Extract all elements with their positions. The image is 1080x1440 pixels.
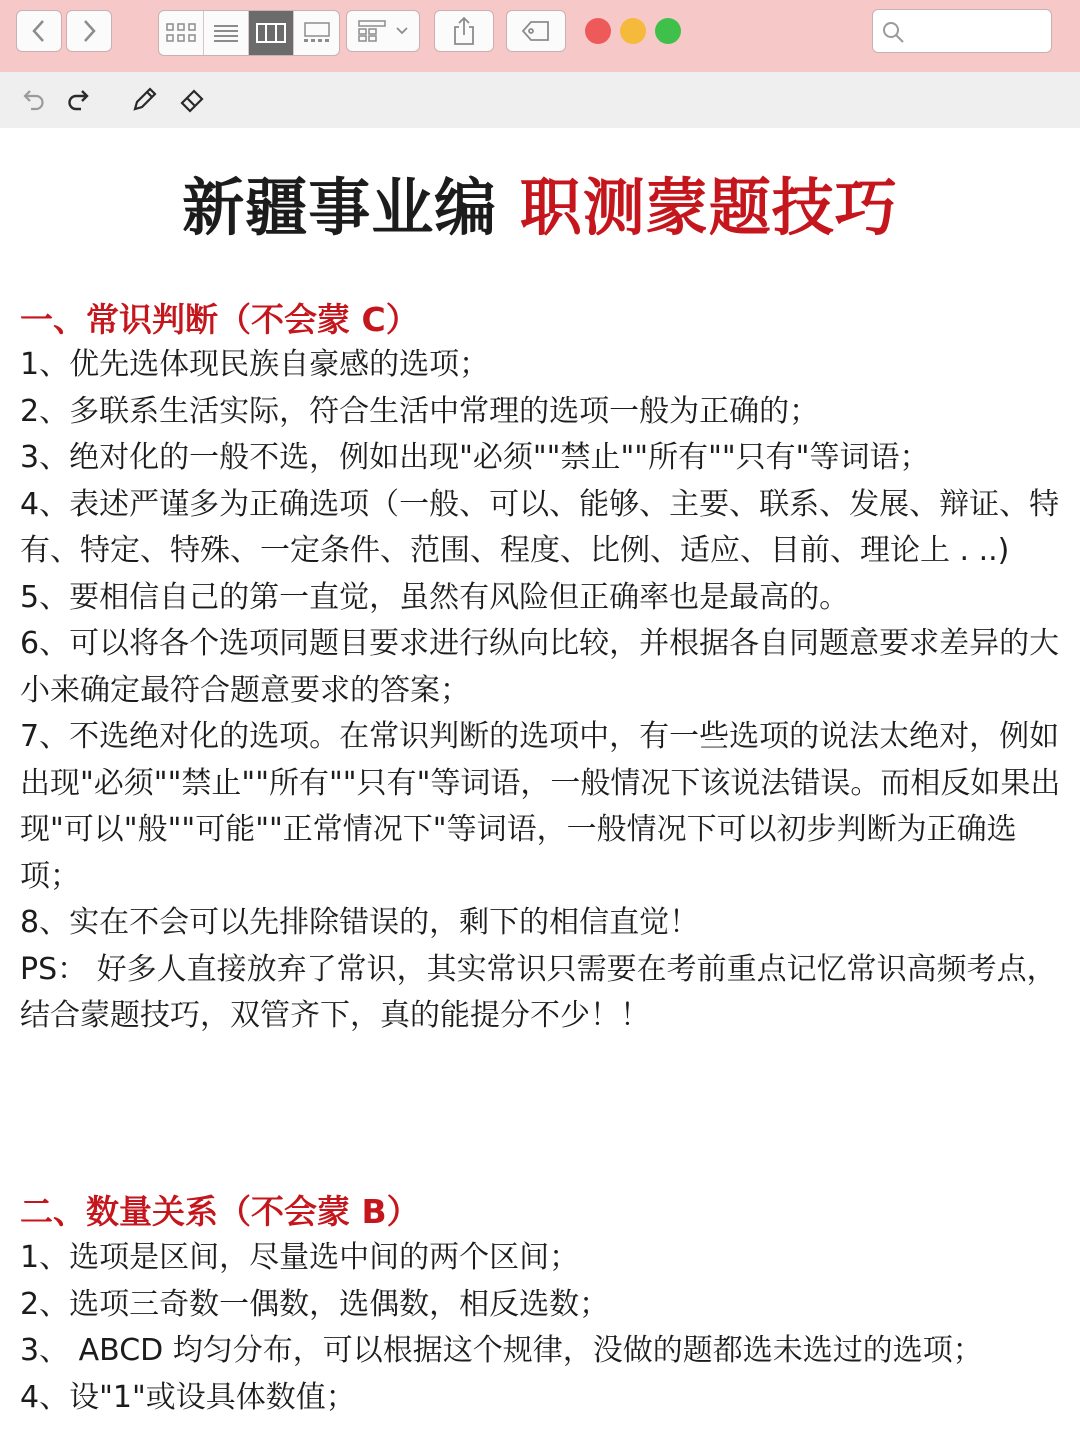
markup-toolbar [0, 72, 1080, 128]
ps-note: PS： 好多人直接放弃了常识，其实常识只需要在考前重点记忆常识高频考点，结合蒙题技巧，双管齐下，真的能提分不少！！ [20, 951, 1057, 1033]
eraser-icon [178, 86, 206, 114]
column-view-icon [256, 22, 286, 44]
eraser-tool-button[interactable] [176, 84, 208, 116]
share-icon [452, 16, 476, 46]
close-window-button[interactable] [585, 18, 611, 44]
list-item: 4、设"1"或设具体数值； [20, 1379, 356, 1415]
gallery-view-button[interactable] [294, 11, 339, 55]
window-toolbar [0, 0, 1080, 73]
group-icon [357, 19, 387, 43]
tag-icon [521, 20, 551, 42]
section-body-quantitative [20, 1235, 1065, 1421]
chevron-right-icon [80, 18, 98, 44]
zoom-window-button[interactable] [655, 18, 681, 44]
list-item: 5、要相信自己的第一直觉，虽然有风险但正确率也是最高的。 [20, 579, 850, 615]
list-item: 2、多联系生活实际，符合生活中常理的选项一般为正确的； [20, 393, 820, 429]
list-item: 1、优先选体现民族自豪感的选项； [20, 347, 490, 382]
search-input[interactable] [872, 9, 1052, 53]
list-item: 1、选项是区间，尽量选中间的两个区间； [20, 1240, 580, 1275]
chevron-down-icon [395, 26, 409, 36]
tag-button[interactable] [506, 10, 566, 52]
undo-icon [21, 87, 47, 113]
minimize-window-button[interactable] [620, 18, 646, 44]
back-button[interactable] [16, 10, 62, 52]
undo-button[interactable] [18, 84, 50, 116]
pencil-icon [130, 86, 158, 114]
list-item: 4、表述严谨多为正确选项（一般、可以、能够、主要、联系、发展、辩证、特有、特定、特殊、一定条件、范围、程度、比例、适应、目前、理论上 . ..) [20, 486, 1060, 568]
list-view-button[interactable] [204, 11, 249, 55]
search-icon [881, 20, 905, 44]
list-item: 3、 ABCD 均匀分布，可以根据这个规律，没做的题都选未选过的选项； [20, 1333, 983, 1368]
redo-button[interactable] [62, 84, 94, 116]
section-body-common-sense [20, 342, 1065, 1040]
column-view-button[interactable] [249, 11, 294, 55]
grid-view-icon [166, 22, 196, 44]
title-part-red: 职测蒙题技巧 [519, 171, 898, 244]
group-button[interactable] [346, 10, 420, 52]
chevron-left-icon [30, 18, 48, 44]
pencil-tool-button[interactable] [128, 84, 160, 116]
gallery-view-icon [302, 22, 332, 44]
share-button[interactable] [434, 10, 494, 52]
section-heading-common-sense: 一、常识判断（不会蒙 C） [20, 300, 419, 339]
list-item: 2、选项三奇数一偶数，选偶数，相反选数； [20, 1286, 610, 1322]
grid-view-button[interactable] [159, 11, 204, 55]
list-view-icon [213, 22, 239, 44]
view-mode-selector[interactable] [158, 10, 340, 56]
list-item: 3、绝对化的一般不选，例如出现"必须""禁止""所有""只有"等词语； [20, 440, 930, 475]
title-part-black: 新疆事业编 [182, 171, 498, 244]
page-title [0, 158, 1080, 247]
list-item: 7、不选绝对化的选项。在常识判断的选项中，有一些选项的说法太绝对，例如出现"必须""禁止""所有""只有"等词语，一般情况下该说法错误。而相反如果出现"可以"般""可能""正常情况下"等词语，一般情况下可以初步判断为正确选项； [20, 719, 1061, 894]
redo-icon [65, 87, 91, 113]
forward-button[interactable] [66, 10, 112, 52]
section-heading-quantitative: 二、数量关系（不会蒙 B） [20, 1192, 420, 1231]
list-item: 8、实在不会可以先排除错误的，剩下的相信直觉！ [20, 905, 700, 940]
list-item: 6、可以将各个选项同题目要求进行纵向比较，并根据各自同题意要求差异的大小来确定最符合题意要求的答案； [20, 626, 1060, 708]
